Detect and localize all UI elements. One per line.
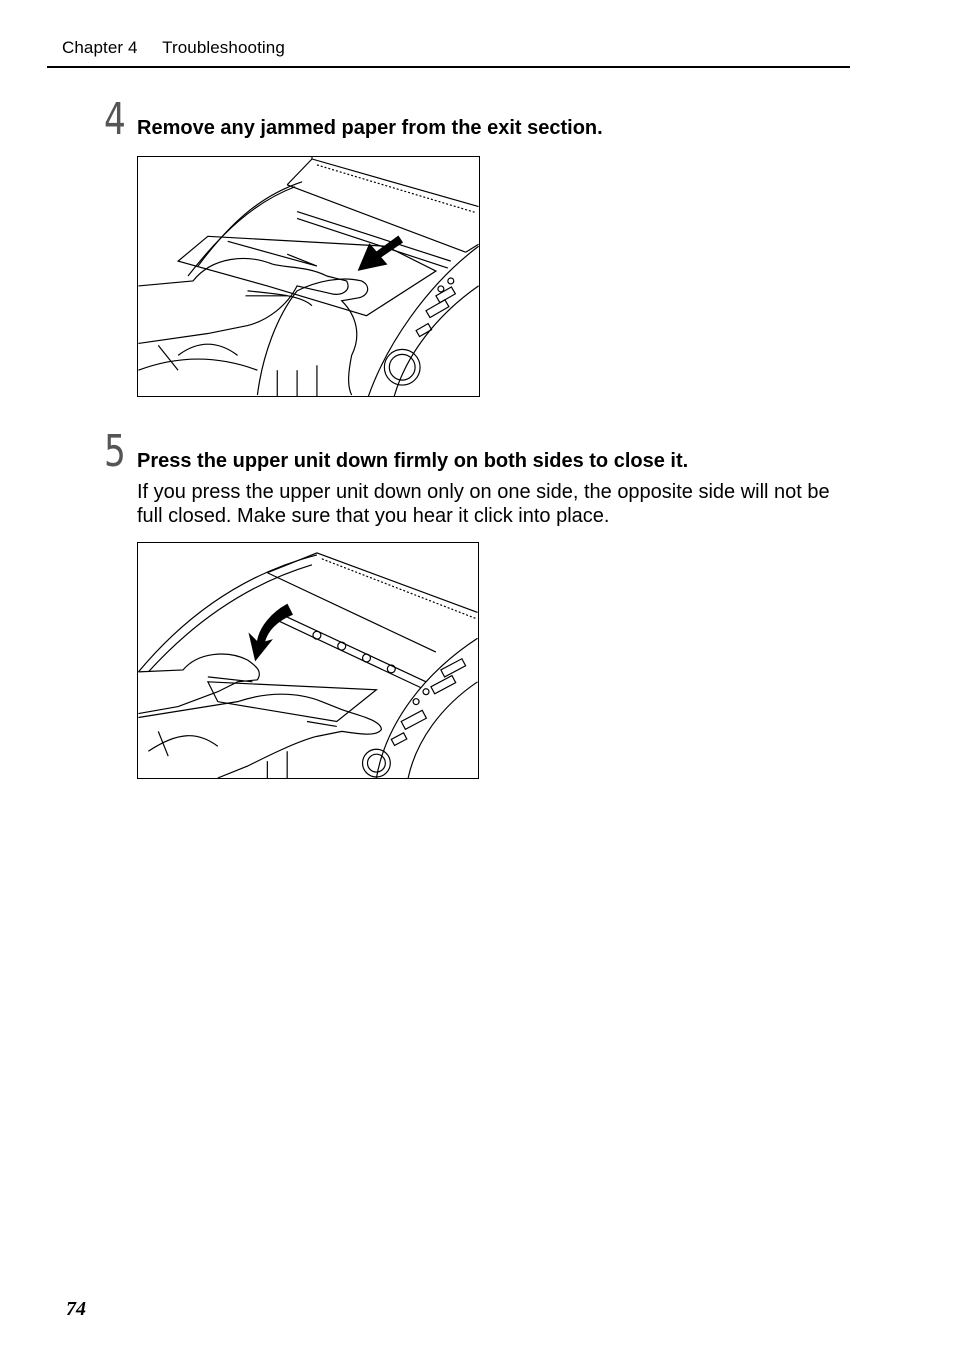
step-5-body: If you press the upper unit down only on one side, the opposite side will not be full closed. Make sure that you hear it click into place.: [137, 481, 830, 527]
step-4-title: Remove any jammed paper from the exit section.: [137, 117, 603, 139]
figure-close-upper-unit: [137, 542, 479, 779]
header-rule: [47, 66, 850, 68]
chapter-label: Chapter 4: [62, 38, 138, 57]
step-4-number: 4: [104, 94, 126, 145]
step-5-title: Press the upper unit down firmly on both sides to close it.: [137, 450, 689, 472]
figure-remove-jammed-paper: [137, 156, 480, 397]
scanner-close-illustration: [138, 543, 478, 778]
page-number: 74: [66, 1298, 86, 1320]
section-label: Troubleshooting: [162, 38, 285, 57]
running-header: [62, 38, 285, 58]
scanner-exit-illustration: [138, 157, 479, 396]
step-5-number: 5: [104, 426, 126, 477]
